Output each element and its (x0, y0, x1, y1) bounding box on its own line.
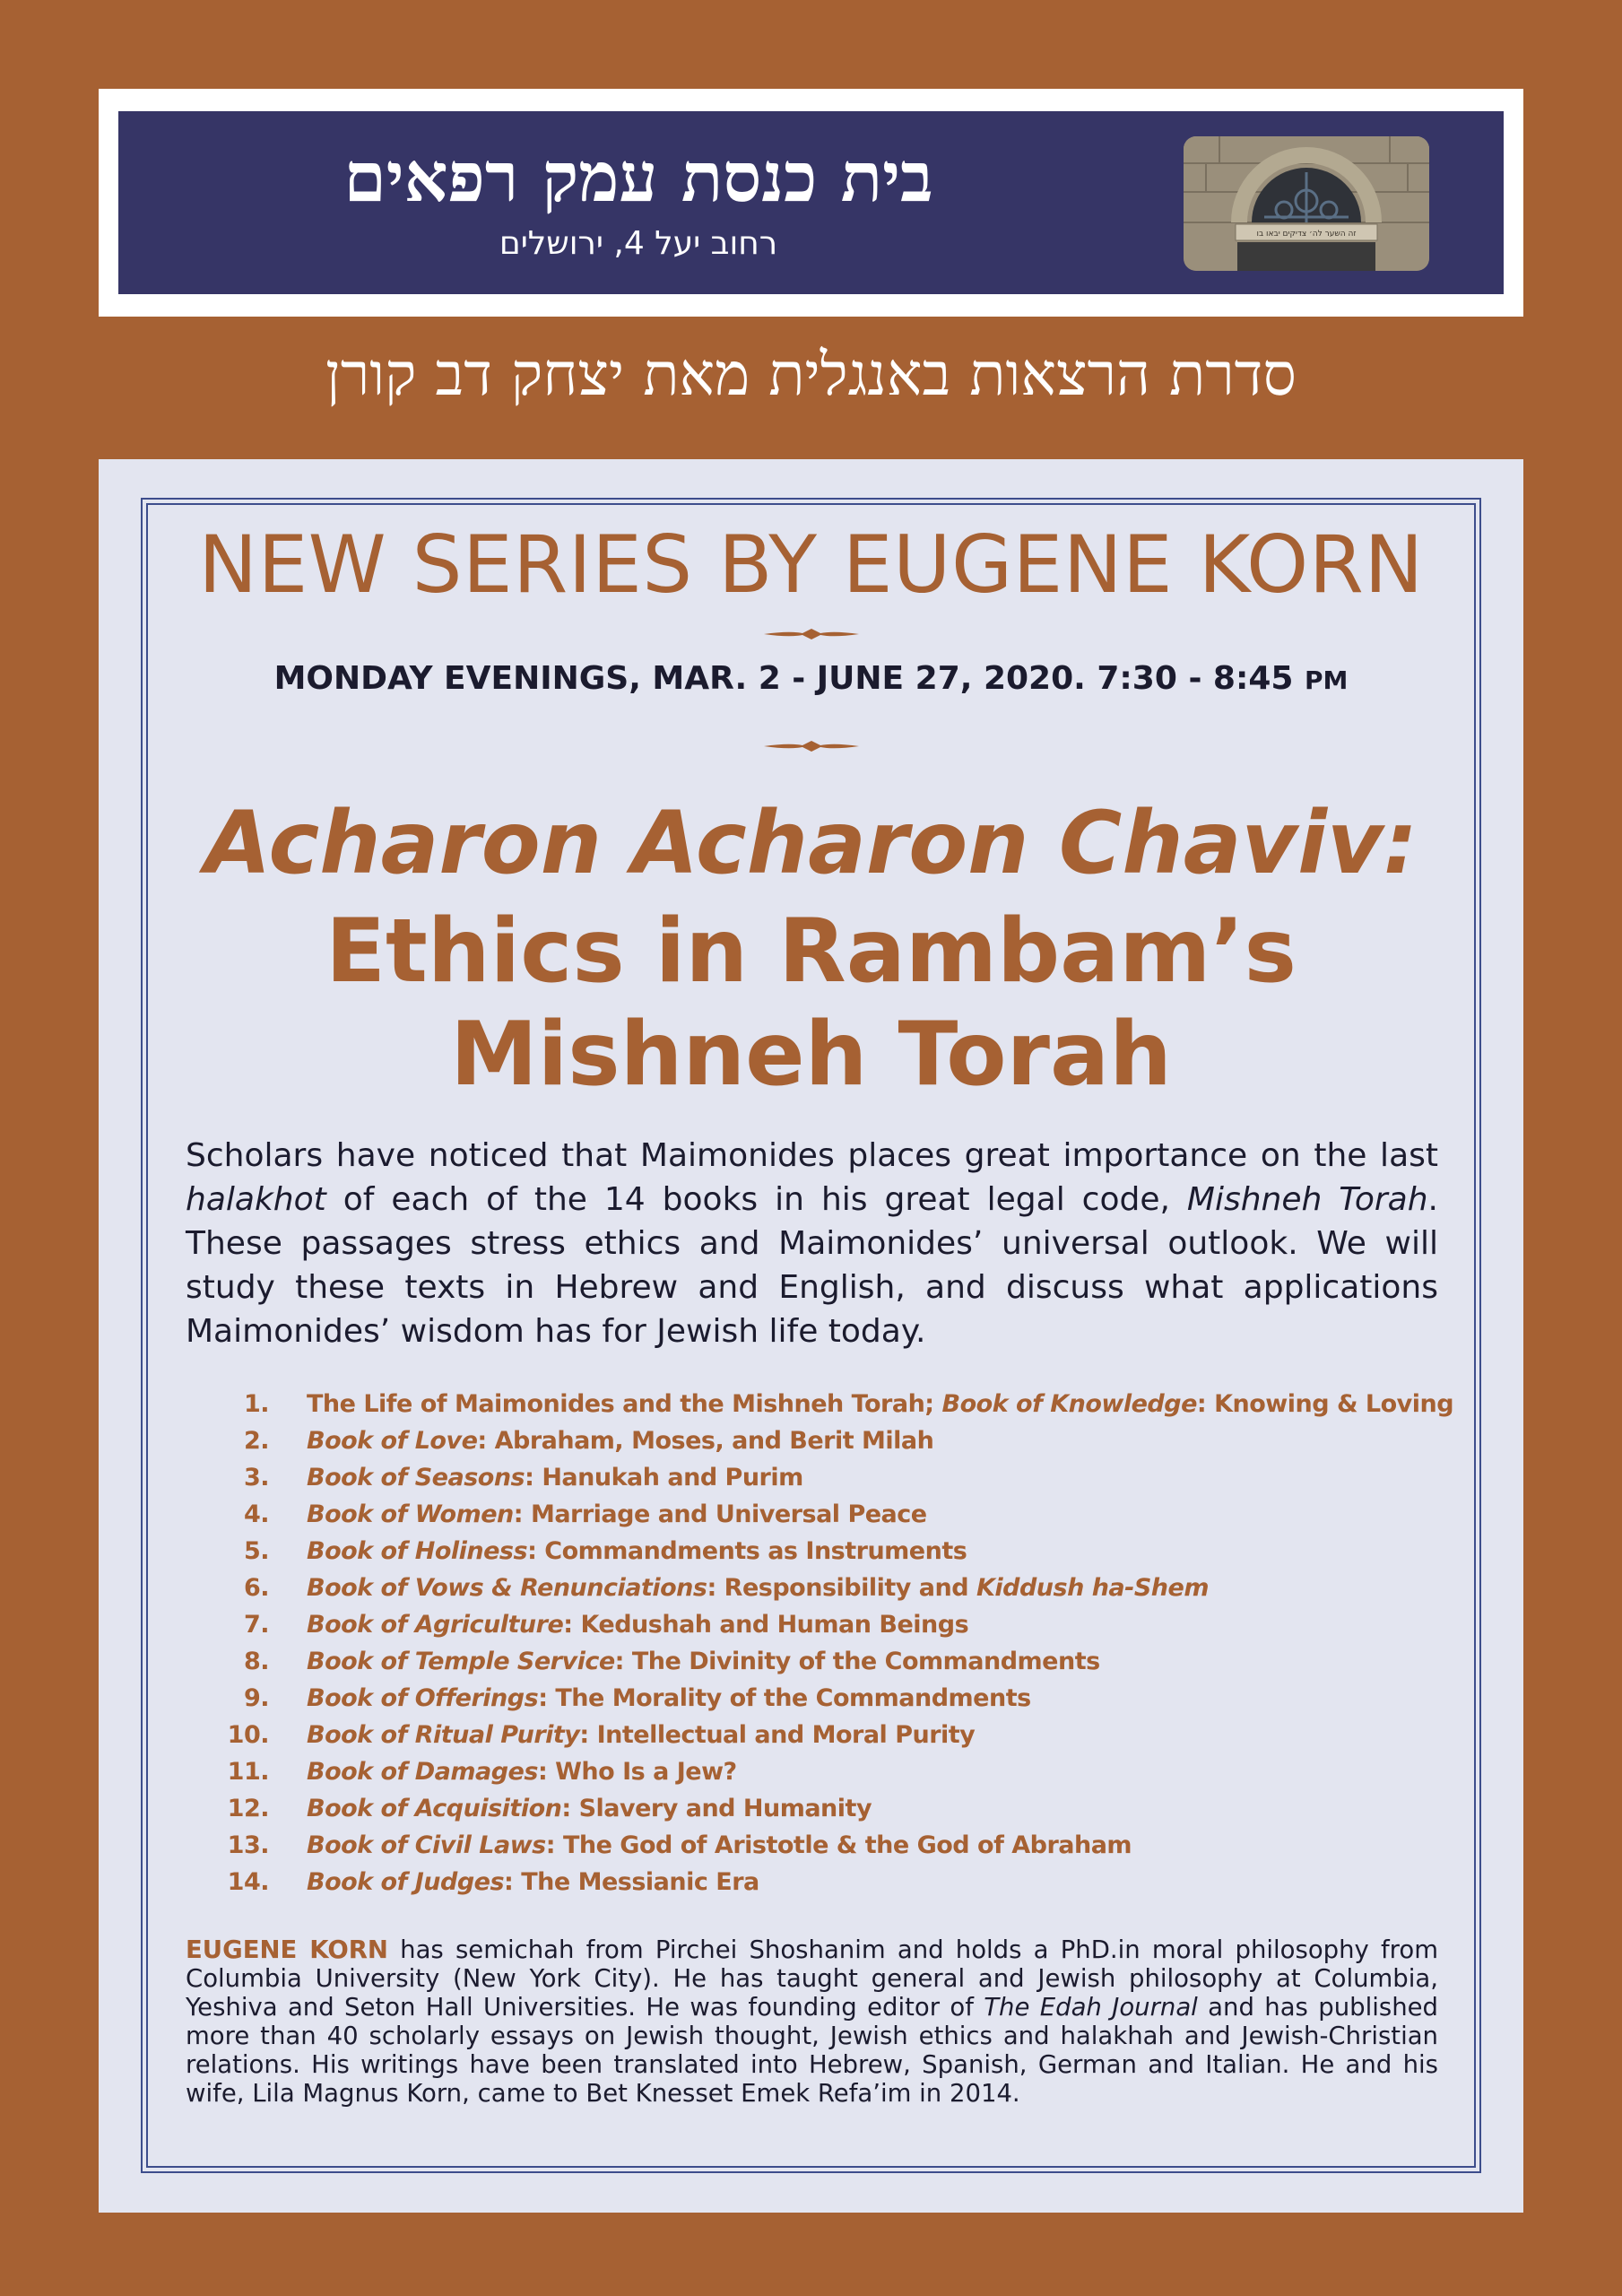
session-list (184, 1386, 1457, 1900)
session-item (184, 1570, 1457, 1606)
session-number: 9. (243, 1684, 269, 1712)
session-topic: : Slavery and Humanity (561, 1795, 872, 1822)
session-number: 13. (227, 1831, 269, 1859)
header-card (99, 89, 1523, 317)
session-number: 4. (243, 1500, 269, 1528)
session-item (184, 1717, 1457, 1753)
session-number: 1. (243, 1390, 269, 1418)
session-book: Book of Offerings (307, 1684, 539, 1712)
synagogue-address: רחוב יעל 4, ירושלים (499, 225, 778, 262)
session-topic: : Marriage and Universal Peace (513, 1500, 927, 1528)
session-item (184, 1827, 1457, 1864)
session-topic: : Intellectual and Moral Purity (579, 1721, 976, 1749)
schedule-text: MONDAY EVENINGS, MAR. 2 - JUNE 27, 2020. 7:30 - 8:45 (273, 660, 1305, 697)
session-item (184, 1680, 1457, 1717)
series-description (186, 1134, 1438, 1353)
session-item (184, 1790, 1457, 1827)
session-book: Book of Seasons (307, 1464, 525, 1492)
session-topic-term: Kiddush ha-Shem (976, 1574, 1209, 1602)
session-book: Book of Love (307, 1427, 478, 1455)
session-book: Book of Acquisition (307, 1795, 562, 1822)
session-number: 2. (243, 1427, 269, 1455)
main-panel (99, 459, 1523, 2213)
synagogue-door-photo (1184, 136, 1429, 271)
session-item (184, 1533, 1457, 1570)
session-number: 11. (227, 1758, 269, 1786)
session-book: Book of Women (307, 1500, 514, 1528)
session-book: Book of Damages (307, 1758, 538, 1786)
session-book: Book of Vows & Renunciations (307, 1574, 707, 1602)
session-book: Book of Knowledge (941, 1390, 1197, 1418)
description-text-1: Scholars have noticed that Maimonides places great importance on the last (186, 1137, 1438, 1174)
session-number: 12. (227, 1795, 269, 1822)
session-number: 7. (243, 1611, 269, 1639)
session-item (184, 1643, 1457, 1680)
session-topic: : Knowing & Loving (1196, 1390, 1454, 1418)
lecture-title-line2: Ethics in Rambam’s (325, 900, 1297, 1003)
session-topic: : Who Is a Jew? (537, 1758, 737, 1786)
series-hebrew-subtitle: סדרת הרצאות באנגלית מאת יצחק דב קורן (325, 340, 1297, 409)
ornament-divider-top (762, 628, 861, 640)
session-topic: : Commandments as Instruments (527, 1537, 967, 1565)
speaker-bio (186, 1935, 1438, 2108)
session-item (184, 1864, 1457, 1900)
session-book: Book of Temple Service (307, 1648, 615, 1675)
description-term-halakhot: halakhot (186, 1181, 326, 1218)
session-topic: : Responsibility and (707, 1574, 976, 1602)
schedule-line (146, 660, 1476, 697)
session-lead: The Life of Maimonides and the Mishneh Torah; (307, 1390, 942, 1418)
session-number: 10. (227, 1721, 269, 1749)
lecture-title-line1: Acharon Acharon Chaviv: (204, 793, 1418, 893)
session-number: 6. (243, 1574, 269, 1602)
session-topic: : Abraham, Moses, and Berit Milah (477, 1427, 934, 1455)
session-number: 3. (243, 1464, 269, 1492)
session-topic: : Hanukah and Purim (525, 1464, 803, 1492)
bio-text-1: has semichah from Pirchei Shoshanim and holds a PhD.in moral philosophy from Columbia University (New York City). He has taught general and Jewish philosophy at Columbia, Yeshiva and Seton Hall Universities. He was founding editor of (186, 1935, 1438, 2022)
session-item (184, 1386, 1457, 1422)
lintel-inscription: זה השער לה׳ צדיקים יבאו בו (1256, 230, 1357, 239)
session-topic: : Kedushah and Human Beings (563, 1611, 969, 1639)
session-book: Book of Agriculture (307, 1611, 564, 1639)
session-book: Book of Civil Laws (307, 1831, 546, 1859)
session-number: 5. (243, 1537, 269, 1565)
session-book: Book of Ritual Purity (307, 1721, 580, 1749)
description-term-mishneh-torah: Mishneh Torah (1186, 1181, 1428, 1218)
synagogue-name: בית כנסת עמק רפאים (343, 137, 933, 217)
session-number: 8. (243, 1648, 269, 1675)
session-topic: : The Morality of the Commandments (538, 1684, 1031, 1712)
description-text-2: of each of the 14 books in his great legal code, (325, 1181, 1187, 1218)
session-item (184, 1606, 1457, 1643)
session-number: 14. (227, 1868, 269, 1896)
lecture-title-line3: Mishneh Torah (450, 1004, 1172, 1106)
ornament-divider-bottom (762, 740, 861, 752)
header-band (118, 111, 1504, 294)
session-topic: : The Divinity of the Commandments (614, 1648, 1100, 1675)
series-title: NEW SERIES BY EUGENE KORN (198, 518, 1424, 611)
session-item (184, 1496, 1457, 1533)
door-arch-graphic (1184, 136, 1429, 271)
session-item (184, 1753, 1457, 1790)
session-book: Book of Judges (307, 1868, 505, 1896)
session-topic: : The Messianic Era (504, 1868, 759, 1896)
session-topic: : The God of Aristotle & the God of Abraham (545, 1831, 1132, 1859)
session-item (184, 1459, 1457, 1496)
session-item (184, 1422, 1457, 1459)
speaker-name: EUGENE KORN (186, 1935, 388, 1964)
description-text-3: . These passages stress ethics and Maimonides’ universal outlook. We will study these texts in Hebrew and English, and discuss what applications Maimonides’ wisdom has for Jewish life today. (186, 1181, 1438, 1350)
schedule-suffix: PM (1305, 665, 1349, 695)
session-book: Book of Holiness (307, 1537, 528, 1565)
bio-text-2: and has published more than 40 scholarly essays on Jewish thought, Jewish ethics and halakhah and Jewish-Christian relations. His writings have been translated into Hebrew, Spanish, German and Italian. He and his wife, Lila Magnus Korn, came to Bet Knesset Emek Refa’im in 2014. (186, 1993, 1438, 2108)
bio-journal-title: The Edah Journal (984, 1993, 1198, 2022)
